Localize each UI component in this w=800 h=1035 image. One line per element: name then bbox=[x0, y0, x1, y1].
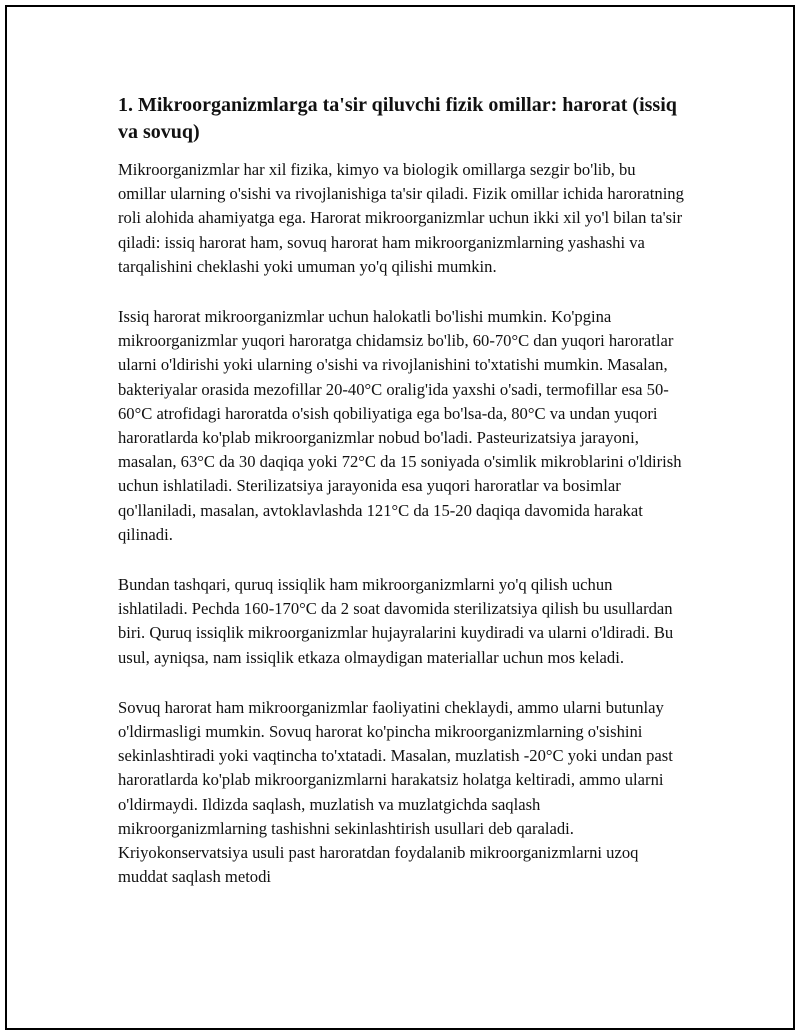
paragraph-intro: Mikroorganizmlar har xil fizika, kimyo va biologik omillarga sezgir bo'lib, bu omillar ularning o'sishi va rivojlanishiga ta'sir qiladi. Fizik omillar ichida haroratning roli alohida ahamiyatga ega. Harorat mikroorganizmlar uchun ikki xil yo'l bilan ta'sir qiladi: issiq harorat ham, sovuq harorat ham mikroorganizmlarning yashashi va tarqalishini cheklashi yoki umuman yo'q qilishi mumkin. bbox=[118, 160, 684, 276]
section-heading: 1. Mikroorganizmlarga ta'sir qiluvchi fizik omillar: harorat (issiq va sovuq) bbox=[118, 94, 677, 143]
document-page bbox=[5, 5, 795, 1030]
document-body bbox=[118, 92, 686, 915]
paragraph-heat: Issiq harorat mikroorganizmlar uchun halokatli bo'lishi mumkin. Ko'pgina mikroorganizmlar yuqori haroratga chidamsiz bo'lib, 60-70°C dan yuqori haroratlar ularni o'ldirishi yoki ularning o'sishi va rivojlanishini to'xtatishi mumkin. Masalan, bakteriyalar orasida mezofillar 20-40°C oralig'ida yaxshi o'sadi, termofillar esa 50-60°C atrofidagi haroratda o'sish qobiliyatiga ega bo'lsa-da, 80°C va undan yuqori haroratlarda ko'plab mikroorganizmlar nobud bo'ladi. Pasteurizatsiya jarayoni, masalan, 63°C da 30 daqiqa yoki 72°C da 15 soniyada o'simlik mikroblarini o'ldirish uchun ishlatiladi. Sterilizatsiya jarayonida esa yuqori haroratlar va bosimlar qo'llaniladi, masalan, avtoklavlashda 121°C da 15-20 daqiqa davomida harakat qilinadi. bbox=[118, 307, 682, 544]
paragraph-dry-heat: Bundan tashqari, quruq issiqlik ham mikroorganizmlarni yo'q qilish uchun ishlatiladi. Pechda 160-170°C da 2 soat davomida sterilizatsiya qilish bu usullardan biri. Quruq issiqlik mikroorganizmlar hujayralarini kuydiradi va ularni o'ldiradi. Bu usul, ayniqsa, nam issiqlik etkaza olmaydigan materiallar uchun mos keladi. bbox=[118, 575, 674, 667]
paragraph-cold: Sovuq harorat ham mikroorganizmlar faoliyatini cheklaydi, ammo ularni butunlay o'ldirmasligi mumkin. Sovuq harorat ko'pincha mikroorganizmlarning o'sishini sekinlashtiradi yoki vaqtincha to'xtatadi. Masalan, muzlatish -20°C yoki undan past haroratlarda ko'plab mikroorganizmlarni harakatsiz holatga keltiradi, ammo ularni o'ldirmaydi. Ildizda saqlash, muzlatish va muzlatgichda saqlash mikroorganizmlarning tashishni sekinlashtirish usullari deb qaraladi. Kriyokonservatsiya usuli past haroratdan foydalanib mikroorganizmlarni uzoq muddat saqlash metodi bbox=[118, 697, 673, 887]
